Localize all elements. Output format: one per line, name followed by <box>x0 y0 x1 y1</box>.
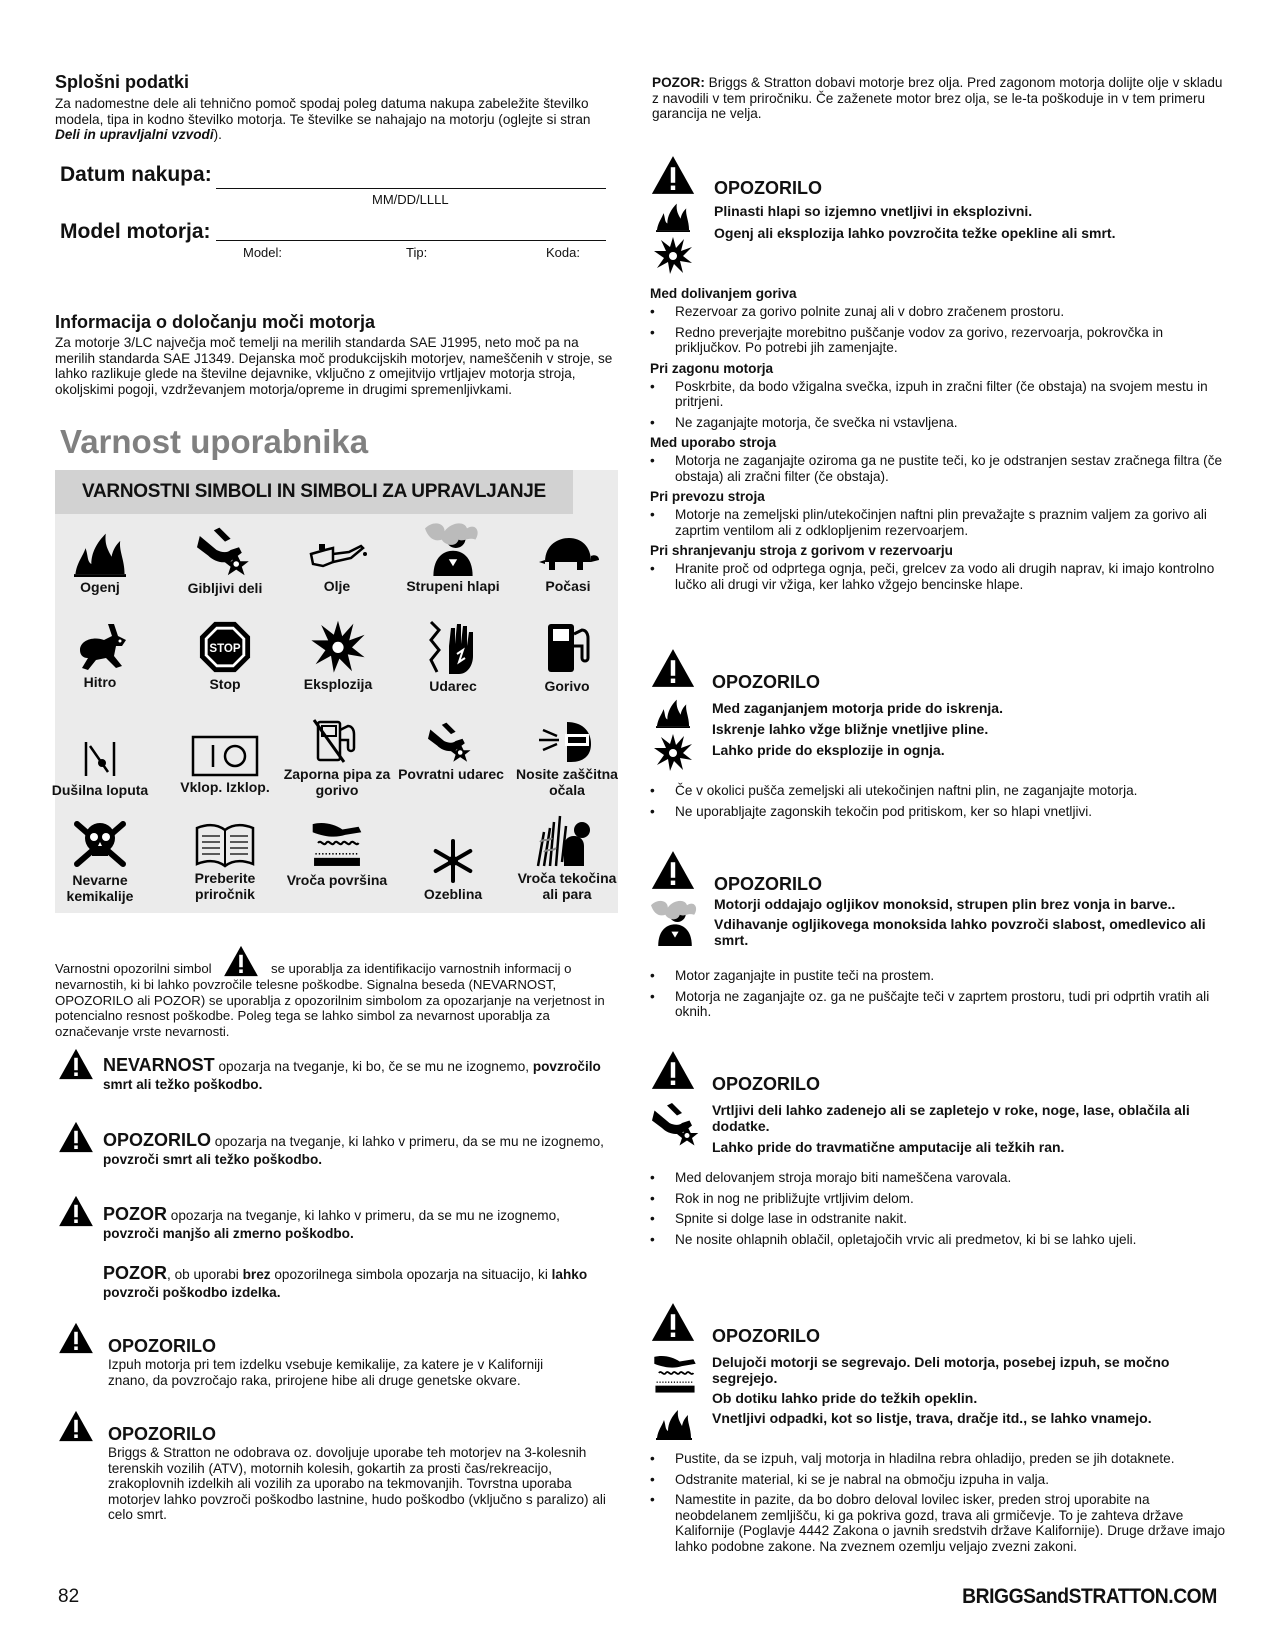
list-item: • Hranite proč od odprtega ognja, peči, grelcev za vodo ali drugih naprav, ki imajo kontrolno lučko ali drugi vir vžiga, ker lahko vžgejo bencinske hlape. <box>650 561 1228 592</box>
power-info-text: Za motorje 3/LC največja moč temelji na merilih standarda SAE J1995, neto moč pa na merilih standarda SAE J1349. Dejanska moč produkcijskih motorjev, nameščenih v stroje, se lahko razlikuje glede na številne dejavnike, vključno z omejitvijo vrtljajev motorja stroja, okoljskimi pogoji, vzdrževanjem motorja/opreme in drugimi spremenljivkami. <box>55 335 613 397</box>
w2-explosion-icon <box>653 732 693 772</box>
w2-line: Lahko pride do eksplozije in ognja. <box>712 742 945 758</box>
symbol-fast <box>45 622 155 690</box>
symbol-label: Preberite priročnik <box>194 870 256 902</box>
symbol-safety-glasses <box>512 718 622 798</box>
list-item: • Rezervoar za gorivo polnite zunaj ali v dobro zračenem prostoru. <box>650 304 1228 320</box>
w5-list <box>650 1451 1228 1559</box>
w5-line: Vnetljivi odpadki, kot so listje, trava, dračje itd., se lahko vnamejo. <box>712 1410 1152 1426</box>
symbol-label: Eksplozija <box>303 676 373 692</box>
list-item: • Poskrbite, da bodo vžigalna svečka, izpuh in zračni filter (če obstaja) na svojem mestu in pritrjeni. <box>650 379 1228 410</box>
engine-model-line[interactable] <box>216 240 606 241</box>
caution2-b2: lahko povzroči poškodbo izdelka. <box>103 1267 588 1300</box>
w2-alert-icon <box>650 648 696 688</box>
symbol-label: Nosite zaščitna očala <box>516 766 618 798</box>
symbol-label: Gorivo <box>544 678 590 694</box>
power-info <box>55 312 620 397</box>
symbol-hot-surface <box>282 816 392 888</box>
symbol-choke <box>45 738 155 798</box>
w1-sections <box>650 286 1228 597</box>
general-info-body: Za nadomestne dele ali tehnično pomoč spodaj poleg datuma nakupa zabeležite številko modela, tipa in kodno številko motorja. Te številke se nahajajo na motorju (oglejte si stran <box>55 96 591 127</box>
symbol-label: Ogenj <box>80 579 120 595</box>
symbol-label: Dušilna loputa <box>51 782 149 798</box>
list-item: • Odstranite material, ki se je nabral na območju izpuha in valja. <box>650 1472 1228 1488</box>
caution2-b1: brez <box>242 1267 271 1282</box>
symbol-moving-parts <box>170 522 280 596</box>
list-item: • Med delovanjem stroja morajo biti nameščena varovala. <box>650 1170 1228 1186</box>
symbol-fire <box>45 525 155 595</box>
oil-notice-text: Briggs & Stratton dobavi motorje brez olja. Pred zagonom motorja dolijte olje v skladu z navodili v tem priročniku. Če zaženete motor brez olja, se le-ta poškoduje in v tem primeru garancija ne velja. <box>652 75 1223 121</box>
general-info-end: ). <box>213 127 222 142</box>
danger-word: NEVARNOST <box>103 1055 215 1075</box>
w1-section-list <box>650 507 1228 538</box>
w1-section-title: Pri prevozu stroja <box>650 489 765 504</box>
alert-intro-a: Varnostni opozorilni simbol <box>55 961 212 976</box>
website-link[interactable]: BRIGGSandSTRATTON.COM <box>962 1585 1217 1608</box>
list-item: • Motorja ne zaganjajte oz. ga ne puščajte teči v zaprtem prostoru, tudi pri odprtih vratih ali oknih. <box>650 989 1228 1020</box>
danger-alert-icon <box>58 1048 94 1080</box>
w2-header <box>712 672 1222 758</box>
oil-can-icon <box>305 540 369 576</box>
fire-icon <box>69 525 131 577</box>
atv-alert-icon <box>58 1410 94 1442</box>
atv-warning <box>108 1424 618 1523</box>
symbol-kickback <box>396 718 506 782</box>
snowflake-icon <box>430 838 476 884</box>
w5-header <box>712 1326 1224 1426</box>
user-safety-title: Varnost uporabnika <box>60 423 369 460</box>
w3-line: Vdihavanje ogljikovega monoksida lahko povzroči slabost, omedlevico ali smrt. <box>714 916 1206 948</box>
w2-fire-icon <box>653 694 693 728</box>
symbol-label: Hitro <box>83 674 117 690</box>
w4-alert-icon <box>650 1050 696 1090</box>
purchase-date-line[interactable] <box>216 188 606 189</box>
caution2-t2: opozorilnega simbola opozarja na situacijo, ki <box>270 1267 552 1282</box>
w3-line: Motorji oddajajo ogljikov monoksid, strupen plin brez vonja in barve.. <box>714 896 1176 912</box>
prop65-text: Izpuh motorja pri tem izdelku vsebuje kemikalije, za katere je v Kaliforniji znano, da povzročajo raka, prirojene hibe ali druge genetske okvare. <box>108 1357 544 1388</box>
engine-model-model-hint: Model: <box>243 245 283 260</box>
rabbit-icon <box>72 622 128 672</box>
w2-list <box>650 783 1228 824</box>
warning-word: OPOZORILO <box>103 1130 211 1150</box>
symbol-label: Ozeblina <box>423 886 483 902</box>
general-info-reference: Deli in upravljalni vzvodi <box>55 127 214 142</box>
symbol-label: Vroča površina <box>286 872 388 888</box>
on-off-icon <box>191 735 259 777</box>
explosion-icon <box>309 618 367 674</box>
w1-section-title: Pri zagonu motorja <box>650 360 774 376</box>
w4-list <box>650 1170 1228 1252</box>
manual-book-icon <box>193 822 257 868</box>
w1-section-list <box>650 453 1228 484</box>
w5-fire-icon <box>652 1404 696 1440</box>
caution-definition <box>103 1205 613 1243</box>
w5-title: OPOZORILO <box>712 1326 820 1346</box>
prop65-alert-icon <box>58 1322 94 1354</box>
symbol-label: Vklop. Izklop. <box>180 779 270 795</box>
w3-list <box>650 968 1228 1025</box>
list-item: • Namestite in pazite, da bo dobro deloval lovilec isker, preden stroj uporabite na neobdelanem zemljišču, ki ga pokriva gozd, trava ali grmičevje. To je zahteva države Kalifornije (Poglavje 4442 Zakona o javnih sredstvih države Kalifornije). Druge države imajo lahko podobne zakone. Na zveznem ozemlju veljajo zvezni zakoni. <box>650 1492 1228 1554</box>
safety-alert-icon <box>223 945 259 977</box>
w4-title: OPOZORILO <box>712 1074 820 1094</box>
w3-alert-icon <box>650 850 696 890</box>
w4-header <box>712 1074 1224 1155</box>
symbol-toxic-fumes <box>398 520 508 594</box>
symbol-stop <box>170 620 280 692</box>
list-item: • Ne uporabljajte zagonskih tekočin pod pritiskom, ker so hlapi vnetljivi. <box>650 804 1228 820</box>
list-item: • Ne zaganjajte motorja, če svečka ni vstavljena. <box>650 415 1228 431</box>
symbol-shock <box>398 620 508 694</box>
hot-liquid-steam-icon <box>536 812 598 868</box>
symbol-fuel-shutoff <box>282 718 392 798</box>
left-column <box>55 72 600 143</box>
danger-definition <box>103 1056 613 1094</box>
engine-model-label: Model motorja: <box>60 220 211 243</box>
danger-bold: povzročilo smrt ali težko poškodbo. <box>103 1059 601 1092</box>
w1-fire-icon <box>653 198 693 232</box>
fuel-shutoff-icon <box>312 718 362 764</box>
w1-section-list <box>650 561 1228 592</box>
atv-title: OPOZORILO <box>108 1424 216 1444</box>
symbol-read-manual <box>170 822 280 902</box>
symbol-label: Počasi <box>545 578 591 594</box>
w1-header <box>714 178 1224 241</box>
purchase-date-label: Datum nakupa: <box>60 163 212 186</box>
hot-surface-icon <box>306 816 368 870</box>
symbol-label: Strupeni hlapi <box>406 578 500 594</box>
w4-line: Lahko pride do travmatične amputacije ali težkih ran. <box>712 1139 1065 1155</box>
list-item: • Motor zaganjajte in pustite teči na prostem. <box>650 968 1228 984</box>
purchase-date-hint: MM/DD/LLLL <box>372 192 449 207</box>
general-info-title: Splošni podatki <box>55 72 190 92</box>
w3-title: OPOZORILO <box>714 874 822 894</box>
caution-word: POZOR <box>103 1204 168 1224</box>
list-item: • Pustite, da se izpuh, valj motorja in hladilna rebra ohladijo, preden se jih dotaknete. <box>650 1451 1228 1467</box>
w1-section-list <box>650 379 1228 431</box>
w2-line: Med zaganjanjem motorja pride do iskrenja. <box>712 700 1003 716</box>
safety-glasses-icon <box>537 718 597 764</box>
w4-moving-parts-icon <box>652 1098 702 1148</box>
warning-text: opozarja na tveganje, ki lahko v primeru, da se mu ne izognemo, <box>211 1134 604 1149</box>
alert-intro <box>55 945 615 1039</box>
symbol-label: Zaporna pipa za gorivo <box>283 766 391 798</box>
skull-crossbones-icon <box>71 816 129 870</box>
symbol-label: Olje <box>323 578 351 594</box>
symbol-label: Nevarne kemikalije <box>66 872 134 904</box>
w5-hot-surface-icon <box>652 1350 698 1396</box>
w1-explosion-icon <box>653 235 693 275</box>
danger-text: opozarja na tveganje, ki bo, če se mu ne izognemo, <box>214 1059 533 1074</box>
w5-line: Ob dotiku lahko pride do težkih opeklin. <box>712 1390 978 1406</box>
w3-header <box>714 874 1224 948</box>
caution-no-symbol-definition <box>103 1264 618 1302</box>
w1-section-title: Med uporabo stroja <box>650 435 777 450</box>
caution2-word: POZOR <box>103 1263 168 1283</box>
symbol-hot-liquid <box>512 812 622 902</box>
symbol-label: Stop <box>209 676 241 692</box>
alert-intro-b: se uporablja za identifikacijo varnostnih informacij o nevarnostih, ki bi lahko povzročile telesne poškodbe. Signalna beseda (NEVARNOST, OPOZORILO ali POZOR) se uporablja z opozorilnim simbolom za opozarjanje na verjetnost in potencialno resnost poškodbe. Poleg tega se lahko simbol za nevarnost uporablja za označevanje vrste nevarnosti. <box>55 961 605 1039</box>
w1-section-title: Med dolivanjem goriva <box>650 286 797 301</box>
symbol-frostbite <box>398 838 508 902</box>
w1-section-title: Pri shranjevanju stroja z gorivom v rezervoarju <box>650 543 953 558</box>
stop-sign-icon <box>197 620 253 674</box>
symbol-oil <box>282 540 392 594</box>
w1-section-list <box>650 304 1228 356</box>
oil-notice <box>652 75 1227 122</box>
warning-alert-icon <box>58 1121 94 1153</box>
list-item: • Motorje na zemeljski plin/utekočinjen naftni plin prevažajte s praznim valjem za gorivo ali zaprtim ventilom ali z odklopljenim rezervoarjem. <box>650 507 1228 538</box>
list-item: • Spnite si dolge lase in odstranite nakit. <box>650 1211 1228 1227</box>
symbol-slow <box>513 532 623 594</box>
moving-parts-icon <box>195 522 255 578</box>
w2-line: Iskrenje lahko vžge bližnje vnetljive pline. <box>712 721 989 737</box>
list-item: • Rok in nog ne približujte vrtljivim delom. <box>650 1191 1228 1207</box>
w1-title: OPOZORILO <box>714 178 822 198</box>
toxic-fumes-icon <box>425 520 481 576</box>
caution2-t1: , ob uporabi <box>167 1267 243 1282</box>
prop65-warning <box>108 1336 578 1388</box>
warning-definition <box>103 1131 613 1169</box>
caution-alert-icon <box>58 1195 94 1227</box>
engine-model-type-hint: Tip: <box>406 245 428 260</box>
list-item: • Če v okolici pušča zemeljski ali utekočinjen naftni plin, ne zaganjajte motorja. <box>650 783 1228 799</box>
w1-alert-icon <box>650 155 696 195</box>
symbol-on-off <box>170 735 280 795</box>
caution-text: opozarja na tveganje, ki lahko v primeru, da se mu ne izognemo, <box>167 1208 560 1223</box>
electric-shock-icon <box>423 620 483 676</box>
symbol-label: Gibljivi deli <box>187 580 263 596</box>
w1-line: Plinasti hlapi so izjemno vnetljivi in eksplozivni. <box>714 203 1033 219</box>
symbol-explosion <box>283 618 393 692</box>
atv-text: Briggs & Stratton ne odobrava oz. dovoljuje uporabe teh motorjev na 3-kolesnih terenskih vozilih (ATV), motornih kolesih, gokartih za prosti čas/rekreacijo, zrakoplovnih izdelkih ali vozilih za uporabo na tekmovanjih. Tovrstna uporaba motorjev lahko povzroči poškodbo lastnine, hudo poškodbo (vključno s paralizo) ali celo smrt. <box>108 1445 606 1522</box>
engine-model-code-hint: Koda: <box>546 245 580 260</box>
w5-line: Delujoči motorji se segrevajo. Deli motorja, posebej izpuh, se močno segrejejo. <box>712 1354 1170 1386</box>
turtle-icon <box>535 532 601 576</box>
w1-line: Ogenj ali eksplozija lahko povzročita težke opekline ali smrt. <box>714 225 1116 241</box>
warning-bold: povzroči smrt ali težko poškodbo. <box>103 1152 323 1167</box>
general-info-text <box>55 96 600 143</box>
prop65-title: OPOZORILO <box>108 1336 216 1356</box>
symbol-hazardous-chemicals <box>45 816 155 904</box>
oil-notice-word: POZOR: <box>652 75 705 90</box>
symbol-fuel <box>512 620 622 694</box>
power-info-title: Informacija o določanju moči motorja <box>55 312 376 332</box>
choke-icon <box>80 738 120 780</box>
w2-title: OPOZORILO <box>712 672 820 692</box>
stop-sign-text: STOP <box>209 642 241 655</box>
w3-toxic-fumes-icon <box>650 898 700 946</box>
list-item: • Motorja ne zaganjajte oziroma ga ne pustite teči, ko je odstranjen sestav zračnega filtra (če obstaja) ali zračni filter (če obstaja). <box>650 453 1228 484</box>
w4-line: Vrtljivi deli lahko zadenejo ali se zapletejo v roke, noge, lase, oblačila ali dodatke. <box>712 1102 1190 1134</box>
fuel-pump-icon <box>542 620 592 676</box>
page-number: 82 <box>58 1586 80 1607</box>
caution-bold: povzroči manjšo ali zmerno poškodbo. <box>103 1226 354 1241</box>
list-item: • Ne nosite ohlapnih oblačil, opletajočih vrvic ali predmetov, ki bi se lahko ujeli. <box>650 1232 1228 1248</box>
list-item: • Redno preverjajte morebitno puščanje vodov za gorivo, rezervoarja, pokrovčka in priključkov. Po potrebi jih zamenjajte. <box>650 325 1228 356</box>
symbol-label: Udarec <box>429 678 477 694</box>
kickback-icon <box>420 718 482 764</box>
w5-alert-icon <box>650 1302 696 1342</box>
symbol-label: Vroča tekočina ali para <box>517 870 617 902</box>
symbols-header: VARNOSTNI SIMBOLI IN SIMBOLI ZA UPRAVLJANJE <box>55 470 573 514</box>
symbol-label: Povratni udarec <box>398 766 504 782</box>
